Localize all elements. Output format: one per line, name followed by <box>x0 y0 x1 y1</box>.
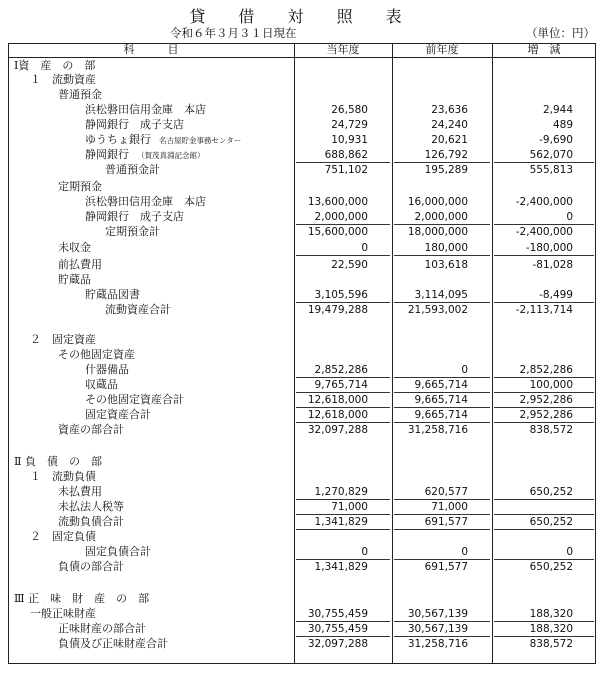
amount-cur: 32,097,288 <box>307 638 368 650</box>
row-label-text: 未払法人税等 <box>58 500 124 513</box>
amount-prev: 30,567,139 <box>407 608 468 620</box>
amount-chg: 650,252 <box>529 561 573 573</box>
row-label-text: Ⅲ 正 味 財 産 の 部 <box>14 592 150 605</box>
amount-prev: 30,567,139 <box>407 623 468 635</box>
row-label <box>85 118 184 132</box>
row-label-text: ゆうちょ銀行 <box>85 133 151 146</box>
row-label-text: 貯蔵品図書 <box>85 288 140 301</box>
amount-cur: 32,097,288 <box>307 424 368 436</box>
amount-prev: 16,000,000 <box>407 196 468 208</box>
amount-prev: 620,577 <box>424 486 468 498</box>
row-label <box>30 607 96 621</box>
amount-cur: 12,618,000 <box>307 409 368 421</box>
amount-chg: 0 <box>566 211 573 223</box>
amount-chg: 2,852,286 <box>519 364 573 376</box>
row-label-text: １ 流動資産 <box>30 73 96 86</box>
row-label <box>58 273 91 287</box>
row-label-text: 未払費用 <box>58 485 102 498</box>
row-label <box>58 560 124 574</box>
amount-prev: 691,577 <box>424 561 468 573</box>
row-label-text: ２ 固定資産 <box>30 333 96 346</box>
row-label-text: 負債の部合計 <box>58 560 124 573</box>
subtotal-rule <box>296 255 390 256</box>
row-label-text: 資産の部合計 <box>58 423 124 436</box>
amount-cur: 30,755,459 <box>307 608 368 620</box>
row-label-text: 定期預金 <box>58 180 102 193</box>
row-label-text: Ⅱ 負 債 の 部 <box>14 455 102 468</box>
amount-cur: 10,931 <box>331 134 368 146</box>
row-label-note: 名古屋貯金事務センター <box>159 136 242 145</box>
subtotal-rule <box>296 529 390 530</box>
row-label <box>85 378 118 392</box>
row-label <box>58 88 102 102</box>
amount-cur: 26,580 <box>331 104 368 116</box>
amount-chg: 2,952,286 <box>519 394 573 406</box>
amount-prev: 20,621 <box>431 134 468 146</box>
amount-cur: 2,000,000 <box>314 211 368 223</box>
subtotal-rule <box>494 529 594 530</box>
row-label-note: （賀茂真淵記念館） <box>137 151 205 160</box>
row-label-text: 貯蔵品 <box>58 273 91 286</box>
row-label <box>58 258 102 272</box>
column-divider <box>392 43 393 664</box>
amount-cur: 0 <box>361 546 368 558</box>
amount-chg: 100,000 <box>529 379 573 391</box>
amount-cur: 9,765,714 <box>314 379 368 391</box>
amount-chg: -2,113,714 <box>515 304 573 316</box>
amount-prev: 103,618 <box>424 259 468 271</box>
subtotal-rule <box>394 529 490 530</box>
amount-cur: 22,590 <box>331 259 368 271</box>
amount-cur: 15,600,000 <box>307 226 368 238</box>
row-label <box>58 485 102 499</box>
subtotal-rule <box>494 499 594 500</box>
amount-chg: 188,320 <box>529 623 573 635</box>
row-label <box>58 423 124 437</box>
amount-cur: 13,600,000 <box>307 196 368 208</box>
amount-prev: 24,240 <box>431 119 468 131</box>
row-label <box>85 195 206 209</box>
row-label <box>58 515 124 529</box>
amount-cur: 1,270,829 <box>314 486 368 498</box>
row-label-text: その他固定資産 <box>58 348 135 361</box>
amount-prev: 18,000,000 <box>407 226 468 238</box>
subtotal-rule <box>494 255 594 256</box>
row-label <box>85 393 184 407</box>
row-label-text: 浜松磐田信用金庫 本店 <box>85 195 206 208</box>
amount-chg: -8,499 <box>539 289 573 301</box>
row-label-text: ２ 固定負債 <box>30 530 96 543</box>
row-label-text: 負債及び正味財産合計 <box>58 637 168 650</box>
row-label <box>85 103 206 117</box>
amount-prev: 691,577 <box>424 516 468 528</box>
amount-prev: 23,636 <box>431 104 468 116</box>
header-previous-year: 前年度 <box>425 43 459 56</box>
amount-chg: 2,944 <box>542 104 573 116</box>
row-label <box>85 288 140 302</box>
amount-prev: 2,000,000 <box>414 211 468 223</box>
document-title: 貸 借 対 照 表 <box>189 7 416 26</box>
amount-prev: 21,593,002 <box>407 304 468 316</box>
amount-prev: 31,258,716 <box>407 424 468 436</box>
amount-prev: 9,665,714 <box>414 409 468 421</box>
amount-chg: -2,400,000 <box>515 226 573 238</box>
unit-label: （単位：円） <box>526 26 595 40</box>
header-divider <box>8 57 596 58</box>
row-label-text: 一般正味財産 <box>30 607 96 620</box>
row-label <box>14 455 102 469</box>
row-label <box>85 133 241 148</box>
as-of-date: 令和６年３月３１日現在 <box>170 26 297 40</box>
row-label-text: 定期預金計 <box>105 225 160 238</box>
amount-cur: 1,341,829 <box>314 561 368 573</box>
amount-prev: 195,289 <box>424 164 468 176</box>
amount-cur: 71,000 <box>331 501 368 513</box>
amount-prev: 0 <box>461 364 468 376</box>
column-divider <box>492 43 493 664</box>
row-label-text: 収蔵品 <box>85 378 118 391</box>
row-label <box>85 545 151 559</box>
row-label <box>58 180 102 194</box>
row-label-text: 普通預金 <box>58 88 102 101</box>
row-label <box>30 73 96 87</box>
row-label-text: 静岡銀行 成子支店 <box>85 210 184 223</box>
amount-chg: 650,252 <box>529 516 573 528</box>
column-divider <box>294 43 295 664</box>
amount-cur: 751,102 <box>324 164 368 176</box>
amount-chg: -2,400,000 <box>515 196 573 208</box>
row-label <box>105 163 160 177</box>
row-label-text: 前払費用 <box>58 258 102 271</box>
row-label-text: １ 流動負債 <box>30 470 96 483</box>
row-label <box>85 148 205 163</box>
row-label <box>105 303 171 317</box>
amount-chg: -81,028 <box>532 259 573 271</box>
amount-chg: -180,000 <box>525 242 573 254</box>
row-label-text: 浜松磐田信用金庫 本店 <box>85 103 206 116</box>
row-label-text: 固定負債合計 <box>85 545 151 558</box>
row-label-text: 静岡銀行 <box>85 148 129 161</box>
row-label <box>14 59 95 73</box>
amount-cur: 30,755,459 <box>307 623 368 635</box>
amount-prev: 31,258,716 <box>407 638 468 650</box>
row-label <box>85 210 184 224</box>
row-label <box>58 348 135 362</box>
row-label-text: 静岡銀行 成子支店 <box>85 118 184 131</box>
amount-prev: 71,000 <box>431 501 468 513</box>
row-label <box>14 592 149 606</box>
amount-cur: 12,618,000 <box>307 394 368 406</box>
amount-cur: 1,341,829 <box>314 516 368 528</box>
row-label <box>58 500 124 514</box>
header-item: 科 目 <box>123 43 179 56</box>
row-label-text: Ⅰ資 産 の 部 <box>14 59 96 72</box>
amount-cur: 3,105,596 <box>314 289 368 301</box>
row-label-text: 固定資産合計 <box>85 408 151 421</box>
row-label <box>85 408 151 422</box>
subtotal-rule <box>394 255 490 256</box>
row-label-text: 什器備品 <box>85 363 129 376</box>
amount-chg: 489 <box>552 119 573 131</box>
amount-cur: 688,862 <box>324 149 368 161</box>
row-label <box>30 470 96 484</box>
row-label-text: 流動資産合計 <box>105 303 171 316</box>
header-change: 増 減 <box>527 43 561 56</box>
row-label-text: 正味財産の部合計 <box>58 622 146 635</box>
amount-chg: 650,252 <box>529 486 573 498</box>
amount-prev: 3,114,095 <box>414 289 468 301</box>
row-label <box>30 530 96 544</box>
amount-chg: 2,952,286 <box>519 409 573 421</box>
row-label <box>58 637 168 651</box>
amount-prev: 180,000 <box>424 242 468 254</box>
amount-chg: 188,320 <box>529 608 573 620</box>
row-label-text: 普通預金計 <box>105 163 160 176</box>
amount-prev: 9,665,714 <box>414 379 468 391</box>
amount-chg: 562,070 <box>529 149 573 161</box>
amount-cur: 19,479,288 <box>307 304 368 316</box>
amount-cur: 2,852,286 <box>314 364 368 376</box>
amount-chg: 555,813 <box>529 164 573 176</box>
amount-cur: 0 <box>361 242 368 254</box>
row-label <box>30 333 96 347</box>
header-current-year: 当年度 <box>326 43 360 56</box>
amount-prev: 0 <box>461 546 468 558</box>
row-label-text: その他固定資産合計 <box>85 393 184 406</box>
amount-chg: -9,690 <box>539 134 573 146</box>
row-label-text: 未収金 <box>58 241 91 254</box>
amount-prev: 126,792 <box>424 149 468 161</box>
amount-prev: 9,665,714 <box>414 394 468 406</box>
row-label <box>58 622 146 636</box>
amount-chg: 838,572 <box>529 424 573 436</box>
amount-chg: 0 <box>566 546 573 558</box>
row-label <box>85 363 129 377</box>
row-label-text: 流動負債合計 <box>58 515 124 528</box>
amount-chg: 838,572 <box>529 638 573 650</box>
row-label <box>58 241 91 255</box>
amount-cur: 24,729 <box>331 119 368 131</box>
row-label <box>105 225 160 239</box>
